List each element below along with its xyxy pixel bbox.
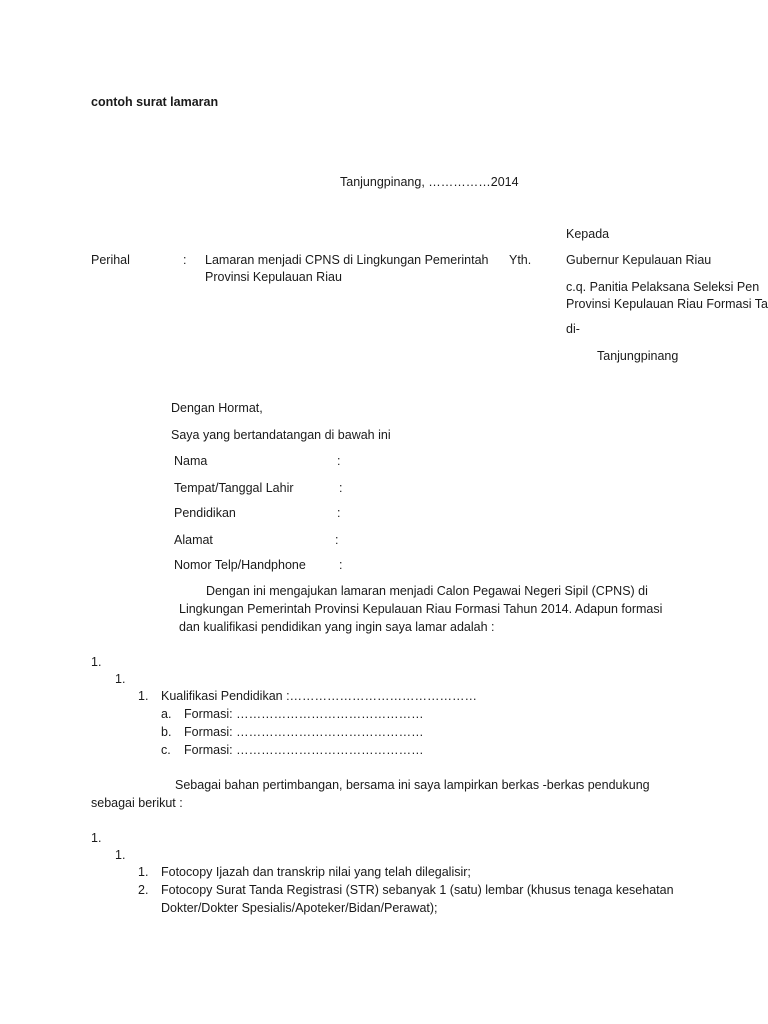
attachment-item: Fotocopy Surat Tanda Registrasi (STR) sebanyak 1 (satu) lembar (khusus tenaga kesehatan bbox=[161, 883, 674, 897]
sub-marker: a. bbox=[161, 707, 172, 721]
recipient-line1: Gubernur Kepulauan Riau bbox=[566, 253, 712, 267]
attachment-item: Fotocopy Ijazah dan transkrip nilai yang telah dilegalisir; bbox=[161, 865, 471, 879]
field-label-telp: Nomor Telp/Handphone bbox=[174, 558, 306, 572]
di-label: di- bbox=[566, 322, 580, 336]
field-colon: : bbox=[335, 533, 339, 547]
perihal-label: Perihal bbox=[91, 253, 130, 267]
body1-line2: Lingkungan Pemerintah Provinsi Kepulauan Riau Formasi Tahun 2014. Adapun formasi bbox=[179, 602, 663, 616]
recipient-line2: c.q. Panitia Pelaksana Seleksi Pen bbox=[566, 280, 760, 294]
sub-marker: b. bbox=[161, 725, 172, 739]
field-label-alamat: Alamat bbox=[174, 533, 213, 547]
list-number: 1. bbox=[91, 831, 102, 845]
list-number: 1. bbox=[115, 848, 126, 862]
yth-label: Yth. bbox=[509, 253, 532, 267]
recipient-city: Tanjungpinang bbox=[597, 349, 679, 363]
perihal-colon: : bbox=[183, 253, 187, 267]
field-colon: : bbox=[337, 454, 341, 468]
formasi-item: Formasi: ……………………………………… bbox=[184, 707, 424, 721]
page-heading: contoh surat lamaran bbox=[91, 95, 219, 109]
list-number: 1. bbox=[115, 672, 126, 686]
kualifikasi-item: Kualifikasi Pendidikan :……………………………………… bbox=[161, 689, 478, 703]
perihal-text-line2: Provinsi Kepulauan Riau bbox=[205, 270, 342, 284]
field-label-ttl: Tempat/Tanggal Lahir bbox=[174, 481, 294, 495]
formasi-item: Formasi: ……………………………………… bbox=[184, 725, 424, 739]
body2-line1: Sebagai bahan pertimbangan, bersama ini saya lampirkan berkas -berkas pendukung bbox=[175, 778, 650, 792]
list-number: 2. bbox=[138, 883, 149, 897]
greeting: Dengan Hormat, bbox=[171, 401, 263, 415]
perihal-text-line1: Lamaran menjadi CPNS di Lingkungan Pemerintah bbox=[205, 253, 489, 267]
body1-line3: dan kualifikasi pendidikan yang ingin saya lamar adalah : bbox=[179, 620, 495, 634]
sub-marker: c. bbox=[161, 743, 171, 757]
list-number: 1. bbox=[91, 655, 102, 669]
kepada-label: Kepada bbox=[566, 227, 610, 241]
place-date: Tanjungpinang, ……………2014 bbox=[340, 175, 519, 189]
attachment-item-cont: Dokter/Dokter Spesialis/Apoteker/Bidan/Perawat); bbox=[161, 901, 438, 915]
field-label-pendidikan: Pendidikan bbox=[174, 506, 236, 520]
list-number: 1. bbox=[138, 689, 149, 703]
intro-text: Saya yang bertandatangan di bawah ini bbox=[171, 428, 391, 442]
body2-line2: sebagai berikut : bbox=[91, 796, 183, 810]
field-colon: : bbox=[337, 506, 341, 520]
formasi-item: Formasi: ……………………………………… bbox=[184, 743, 424, 757]
recipient-line3: Provinsi Kepulauan Riau Formasi Ta bbox=[566, 297, 768, 311]
body1-line1: Dengan ini mengajukan lamaran menjadi Calon Pegawai Negeri Sipil (CPNS) di bbox=[206, 584, 648, 598]
field-colon: : bbox=[339, 481, 343, 495]
list-number: 1. bbox=[138, 865, 149, 879]
field-colon: : bbox=[339, 558, 343, 572]
field-label-nama: Nama bbox=[174, 454, 208, 468]
